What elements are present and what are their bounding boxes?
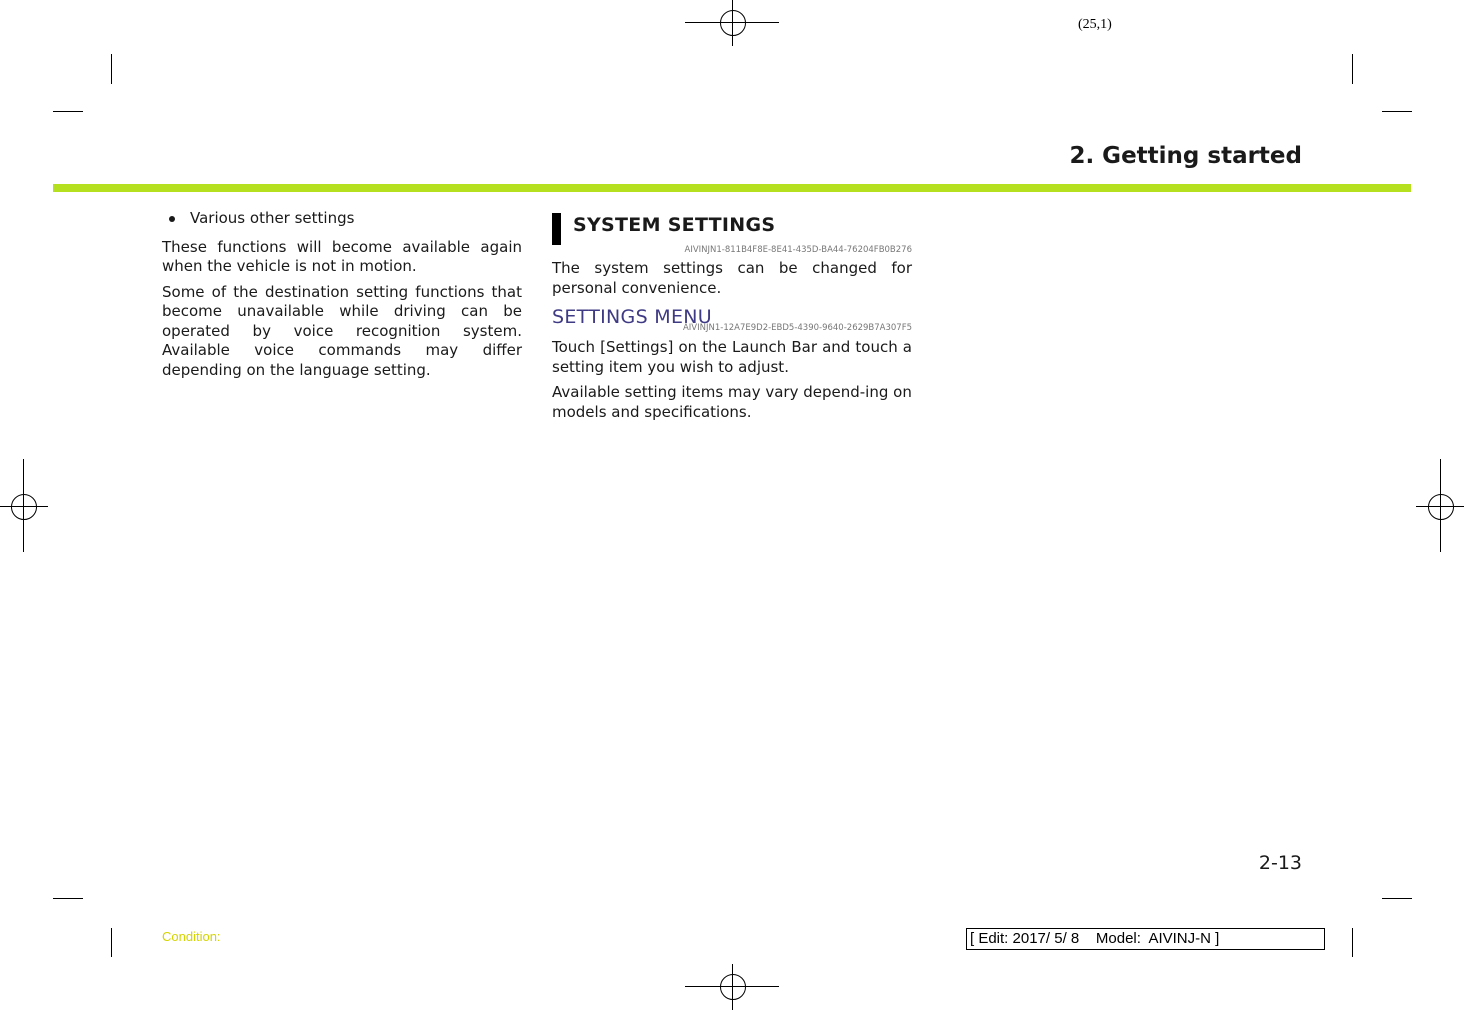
heading-bar (552, 213, 561, 245)
section-title: 2. Getting started (1069, 143, 1302, 169)
paragraph: Touch [Settings] on the Launch Bar and touch a setting item you wish to adjust. (552, 338, 912, 376)
registration-target-icon (720, 10, 746, 36)
heading-code: AIVINJN1-811B4F8E-8E41-435D-BA44-76204FB0B276 (684, 245, 912, 255)
left-column (162, 209, 522, 386)
heading-text: SYSTEM SETTINGS (573, 214, 776, 236)
edit-info-box: [ Edit: 2017/ 5/ 8 Model: AIVINJ-N ] (966, 928, 1325, 950)
registration-target-icon (720, 974, 746, 1000)
registration-label: (25,1) (1078, 17, 1112, 32)
page-number: 2-13 (1258, 852, 1302, 874)
subheading-text: SETTINGS MENU (552, 306, 713, 328)
bullet-icon (169, 216, 175, 222)
registration-target-icon (11, 494, 37, 520)
section-divider-bar (53, 184, 1411, 192)
paragraph: Some of the destination setting functions that become unavailable while driving can be operated by voice recognition system. Available voice commands may differ depending on the language setting. (162, 282, 522, 379)
bullet-item (162, 209, 522, 229)
paragraph: Available setting items may vary depend-ing on models and specifications. (552, 383, 912, 421)
bullet-text: Various other settings (190, 209, 355, 227)
condition-label: Condition: (162, 929, 221, 944)
paragraph: The system settings can be changed for personal convenience. (552, 259, 912, 297)
heading-system-settings (552, 211, 912, 245)
subheading-code: AIVINJN1-12A7E9D2-EBD5-4390-9640-2629B7A307F5 (682, 323, 912, 333)
registration-target-icon (1428, 494, 1454, 520)
right-column (552, 211, 912, 428)
paragraph: These functions will become available again when the vehicle is not in motion. (162, 237, 522, 275)
subheading-settings-menu (552, 308, 912, 338)
